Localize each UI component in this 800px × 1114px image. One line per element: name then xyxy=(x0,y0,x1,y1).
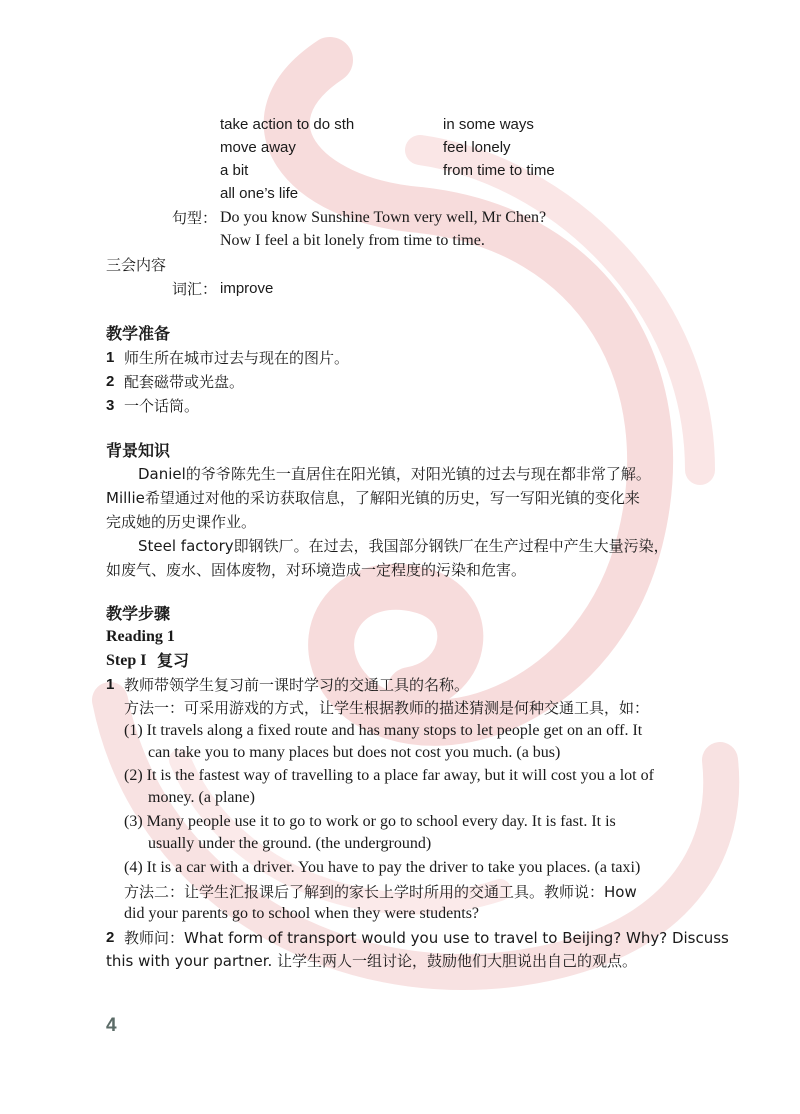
preparation-number: 2 xyxy=(106,373,115,390)
phrase-item: in some ways xyxy=(443,116,534,133)
method-one: 方法一：可采用游戏的方式，让学生根据教师的描述猜测是何种交通工具，如： xyxy=(124,699,650,717)
background-line: Millie希望通过对他的采访获取信息，了解阳光镇的历史，写一写阳光镇的变化来 xyxy=(106,489,640,507)
step-item-number: 2 xyxy=(106,929,115,946)
phrase-item: from time to time xyxy=(443,162,555,179)
example-line: (1) It travels along a fixed route and has many stops to let people get on an off. It xyxy=(124,722,643,739)
page-number: 4 xyxy=(106,1015,117,1036)
example-line: can take you to many places but does not cost you much. (a bus) xyxy=(148,744,561,761)
background-line: Daniel的爷爷陈先生一直居住在阳光镇，对阳光镇的过去与现在都非常了解。 xyxy=(138,465,651,483)
step-label: Step I xyxy=(106,652,147,669)
background-line: Steel factory即钢铁厂。在过去，我国部分钢铁厂在生产过程中产生大量污染， xyxy=(138,537,669,555)
preparation-number: 3 xyxy=(106,397,115,414)
background-line: 如废气、废水、固体废物，对环境造成一定程度的污染和危害。 xyxy=(106,561,527,579)
method-two: did your parents go to school when they were students? xyxy=(124,905,480,922)
preparation-number: 1 xyxy=(106,349,115,366)
step-title: 复习 xyxy=(157,651,190,670)
step-item-text: this with your partner. 让学生两人一组讨论，鼓励他们大胆说出自己的观点。 xyxy=(106,952,638,970)
phrase-item: take action to do sth xyxy=(220,116,355,133)
background-line: 完成她的历史课作业。 xyxy=(106,513,257,531)
sentence-pattern-label: 句型： xyxy=(172,209,218,227)
preparation-item: 配套磁带或光盘。 xyxy=(124,373,245,391)
step-item-number: 1 xyxy=(106,676,115,693)
phrase-item: feel lonely xyxy=(443,139,511,156)
example-line: (4) It is a car with a driver. You have to pay the driver to take you places. (a taxi) xyxy=(124,859,641,876)
example-line: usually under the ground. (the underground) xyxy=(148,835,432,852)
reading-title: Reading 1 xyxy=(106,628,175,645)
preparation-item: 一个话筒。 xyxy=(124,397,200,415)
example-line: (2) It is the fastest way of travelling to a place far away, but it will cost you a lot of xyxy=(124,767,654,784)
three-content-heading: 三会内容 xyxy=(106,256,167,274)
background-heading: 背景知识 xyxy=(106,441,171,460)
example-line: (3) Many people use it to go to work or go to school every day. It is fast. It is xyxy=(124,813,616,830)
step-item-text: 教师问：What form of transport would you use to travel to Beijing? Why? Discuss xyxy=(124,929,729,947)
phrase-item: a bit xyxy=(220,162,249,179)
steps-heading: 教学步骤 xyxy=(106,604,171,623)
phrase-item: move away xyxy=(220,139,296,156)
phrase-item: all one’s life xyxy=(220,185,299,202)
method-two: 方法二：让学生汇报课后了解到的家长上学时所用的交通工具。教师说：How xyxy=(124,883,637,901)
preparation-item: 师生所在城市过去与现在的图片。 xyxy=(124,349,350,367)
vocab-word: improve xyxy=(220,280,274,297)
sentence-pattern-line: Now I feel a bit lonely from time to time. xyxy=(220,232,485,249)
vocab-label: 词汇： xyxy=(172,280,218,298)
step-item-text: 教师带领学生复习前一课时学习的交通工具的名称。 xyxy=(124,676,470,694)
sentence-pattern-line: Do you know Sunshine Town very well, Mr Chen? xyxy=(220,209,547,226)
example-line: money. (a plane) xyxy=(148,789,255,806)
preparation-heading: 教学准备 xyxy=(106,324,171,343)
